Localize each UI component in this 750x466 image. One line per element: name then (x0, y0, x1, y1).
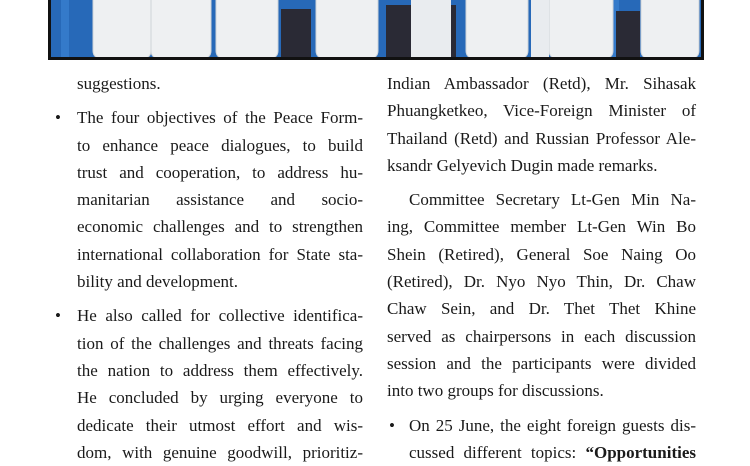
bullet-objectives (53, 104, 363, 295)
text-line: • He also called for collective identifica- (77, 306, 363, 326)
text-line: trust and cooperation, to address hu- (77, 162, 363, 182)
paragraph-chairpersons (387, 186, 696, 404)
text-line: tion of the challenges and threats facing (77, 333, 363, 353)
text-line (409, 439, 696, 466)
meeting-photo (48, 0, 704, 60)
text-line: dedicate their utmost effort and wis- (77, 415, 363, 435)
text-line: dom, with genuine goodwill, prioritiz- (77, 442, 363, 462)
text-line: ing, Committee member Lt-Gen Win Bo (387, 217, 696, 237)
text-line: Chaw Sein, and Dr. Thet Thet Khine (387, 299, 696, 319)
text-line: the nation to address them effectively. (77, 360, 363, 380)
text-line: session and the participants were divided (387, 353, 696, 373)
left-column (53, 70, 363, 466)
text-line: suggestions. (77, 74, 161, 93)
text-line: Thailand (Retd) and Russian Professor Ale- (387, 128, 696, 148)
text-line: to enhance peace dialogues, to build (77, 135, 363, 155)
text-line: • The four objectives of the Peace Form- (77, 108, 363, 128)
right-column (387, 70, 696, 466)
text-line: Committee Secretary Lt-Gen Min Na- (409, 190, 696, 210)
paragraph-remarks (387, 70, 696, 179)
text-line: served as chairpersons in each discussion (387, 326, 696, 346)
text-line: international collaboration for State sta- (77, 244, 363, 264)
text-line: Phuangketkeo, Vice-Foreign Minister of (387, 101, 696, 121)
text-line: Shein (Retired), General Soe Naing Oo (387, 244, 696, 264)
text-line: Indian Ambassador (Retd), Mr. Sihasak (387, 74, 696, 93)
text-line: (Retired), Dr. Nyo Nyo Thin, Dr. Chaw (387, 272, 696, 292)
bullet-foreign-guests (387, 412, 696, 466)
text-line: He concluded by urging everyone to (77, 388, 363, 408)
text-line: economic challenges and to strengthen (77, 217, 363, 237)
bullet-collective-identification (53, 302, 363, 466)
text-line: ksandr Gelyevich Dugin made remarks. (387, 155, 658, 175)
bold-heading-text: “Opportunities (585, 442, 696, 462)
text-line: manitarian assistance and socio- (77, 190, 363, 210)
text-line: bility and development. (77, 272, 238, 292)
text-segment: cussed different topics: (409, 442, 586, 462)
text-line: into two groups for discussions. (387, 381, 604, 401)
text-line: • On 25 June, the eight foreign guests dis- (409, 415, 696, 435)
